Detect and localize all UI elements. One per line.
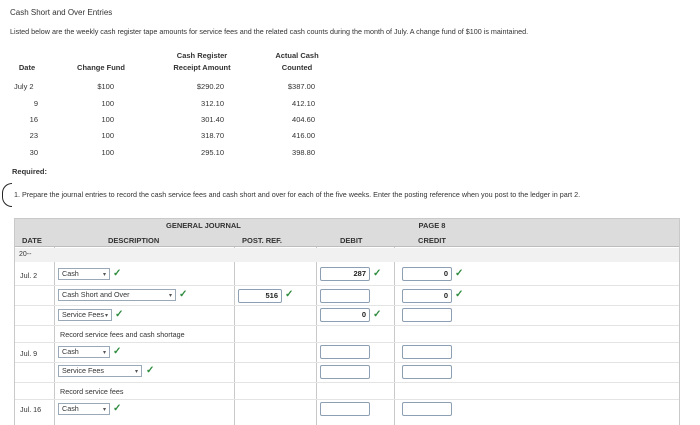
col-date-header: Date xyxy=(18,63,36,72)
col-actual-header-2: Counted xyxy=(281,63,313,72)
journal-title: GENERAL JOURNAL xyxy=(166,221,241,230)
row-change: 100 xyxy=(101,115,114,124)
row-divider xyxy=(15,382,679,383)
intro-text: Listed below are the weekly cash register tape amounts for service fees and the related cash counts during the month of July. A change fund of $100 is maintained. xyxy=(10,27,529,36)
account-select-cash[interactable]: Cash ▾ xyxy=(58,346,110,358)
debit-input[interactable]: 287 xyxy=(320,267,370,281)
credit-input[interactable]: 0 xyxy=(402,289,452,303)
col-description: DESCRIPTION xyxy=(108,236,160,245)
entry-memo: Record service fees xyxy=(60,387,124,396)
credit-input[interactable] xyxy=(402,308,452,322)
row-divider xyxy=(15,325,679,326)
check-icon: ✓ xyxy=(113,268,122,279)
question-text: 1. Prepare the journal entries to record the cash service fees and cash short and over for each of the five weeks. Enter the posting reference when you post to the ledger in part 2. xyxy=(14,190,581,199)
row-change: 100 xyxy=(101,99,114,108)
col-debit: DEBIT xyxy=(340,236,363,245)
check-icon: ✓ xyxy=(113,403,122,414)
check-icon: ✓ xyxy=(373,309,382,320)
credit-input[interactable] xyxy=(402,365,452,379)
row-register: $290.20 xyxy=(196,82,224,91)
row-register: 301.40 xyxy=(201,115,224,124)
row-change: 100 xyxy=(101,131,114,140)
row-divider xyxy=(15,305,679,306)
row-change: 100 xyxy=(101,148,114,157)
row-register: 295.10 xyxy=(201,148,224,157)
row-divider xyxy=(15,362,679,363)
page-title: Cash Short and Over Entries xyxy=(10,8,113,17)
row-actual: 404.60 xyxy=(292,115,315,124)
check-icon: ✓ xyxy=(373,268,382,279)
debit-input[interactable] xyxy=(320,365,370,379)
entry-date: Jul. 2 xyxy=(20,271,38,280)
debit-input[interactable] xyxy=(320,345,370,359)
debit-input[interactable] xyxy=(320,289,370,303)
account-select-service-fees[interactable]: Service Fees ▾ xyxy=(58,365,142,377)
row-divider xyxy=(15,399,679,400)
check-icon: ✓ xyxy=(146,365,155,376)
col-register-header-2: Receipt Amount xyxy=(173,63,231,72)
post-ref-input[interactable]: 516 xyxy=(238,289,282,303)
row-date: 16 xyxy=(29,115,38,124)
col-post-ref: POST. REF. xyxy=(242,236,283,245)
row-actual: 416.00 xyxy=(292,131,315,140)
check-icon: ✓ xyxy=(113,346,122,357)
year-row xyxy=(15,248,679,262)
account-select-cash[interactable]: Cash ▾ xyxy=(58,268,110,280)
row-change: $100 xyxy=(97,82,114,91)
row-actual: 398.80 xyxy=(292,148,315,157)
row-divider xyxy=(15,342,679,343)
credit-input[interactable] xyxy=(402,345,452,359)
question-bracket xyxy=(2,183,12,207)
credit-input[interactable]: 0 xyxy=(402,267,452,281)
col-date: DATE xyxy=(22,236,42,245)
check-icon: ✓ xyxy=(115,309,124,320)
check-icon: ✓ xyxy=(455,289,464,300)
col-credit: CREDIT xyxy=(418,236,446,245)
debit-input[interactable] xyxy=(320,402,370,416)
row-divider xyxy=(15,285,679,286)
debit-input[interactable]: 0 xyxy=(320,308,370,322)
row-register: 318.70 xyxy=(201,131,224,140)
check-icon: ✓ xyxy=(455,268,464,279)
required-label: Required: xyxy=(12,167,48,176)
row-actual: $387.00 xyxy=(287,82,315,91)
credit-input[interactable] xyxy=(402,402,452,416)
row-date: July 2 xyxy=(14,82,34,91)
account-select-service-fees[interactable]: Service Fees ▾ xyxy=(58,309,112,321)
entry-date: Jul. 16 xyxy=(20,405,42,414)
entry-date: Jul. 9 xyxy=(20,349,38,358)
page-number: PAGE 8 xyxy=(418,221,446,230)
account-select-cash[interactable]: Cash ▾ xyxy=(58,403,110,415)
col-actual-header-1: Actual Cash xyxy=(275,51,319,60)
col-change-header: Change Fund xyxy=(77,63,125,72)
row-date: 23 xyxy=(29,131,38,140)
row-date: 9 xyxy=(33,99,38,108)
row-actual: 412.10 xyxy=(292,99,315,108)
account-select-cash-short-over[interactable]: Cash Short and Over ▾ xyxy=(58,289,176,301)
row-date: 30 xyxy=(29,148,38,157)
year-label: 20-- xyxy=(19,251,32,258)
check-icon: ✓ xyxy=(285,289,294,300)
check-icon: ✓ xyxy=(179,289,188,300)
row-register: 312.10 xyxy=(201,99,224,108)
col-register-header-1: Cash Register xyxy=(176,51,228,60)
entry-memo: Record service fees and cash shortage xyxy=(60,330,185,339)
